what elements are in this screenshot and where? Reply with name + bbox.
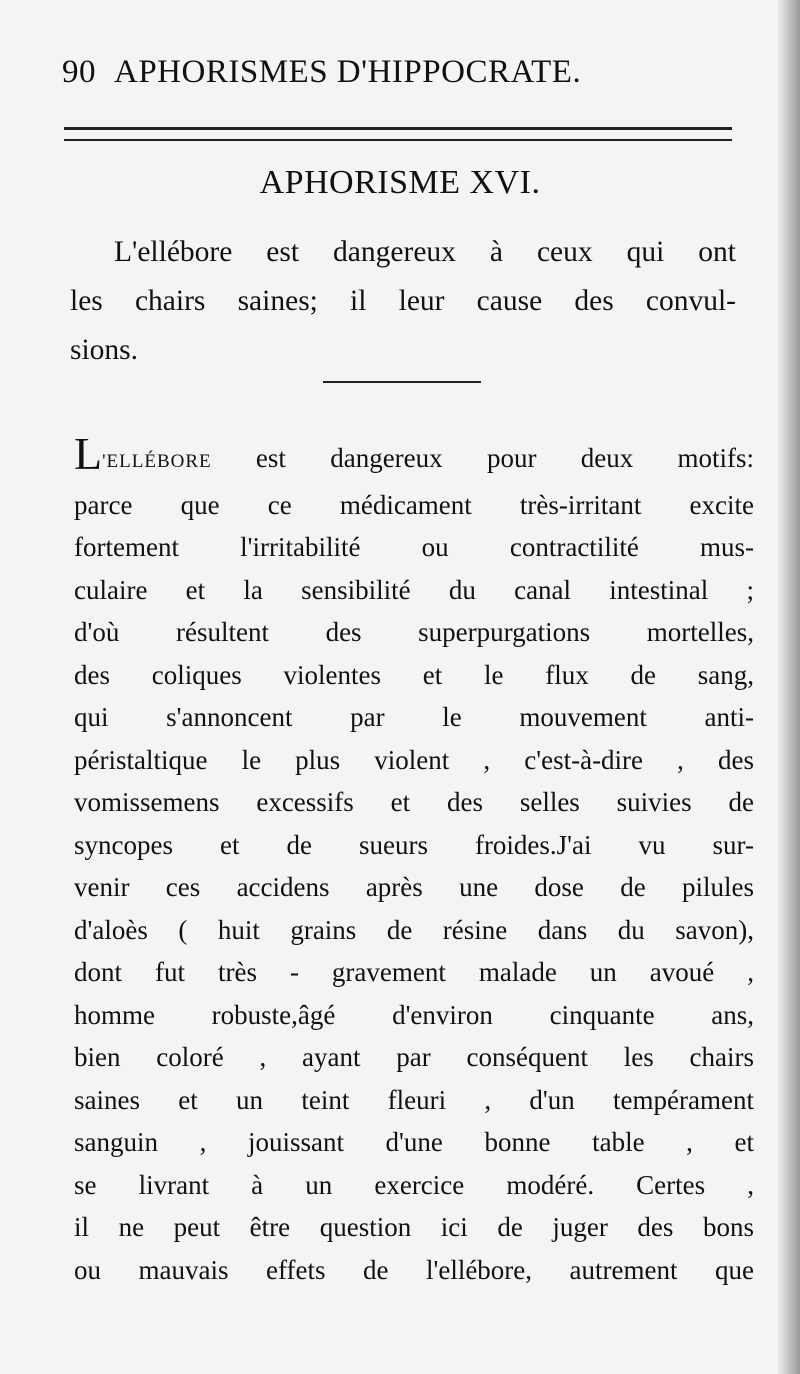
first-line-rest: est dangereux pour deux motifs: — [211, 443, 754, 473]
aphorism-title: APHORISME XVI. — [259, 164, 541, 201]
commentary-line: homme robuste,âgé d'environ cinquante ans, — [74, 999, 754, 1030]
aphorism-text — [70, 228, 736, 375]
commentary-text — [74, 428, 754, 1291]
drop-cap: L — [74, 428, 103, 479]
running-title: APHORISMES D'HIPPOCRATE. — [114, 54, 582, 90]
commentary-line: venir ces accidens après une dose de pilules — [74, 872, 754, 902]
page-edge-shadow — [778, 0, 800, 1374]
commentary-line: fortement l'irritabilité ou contractilité mus- — [74, 532, 754, 562]
commentary-line: des coliques violentes et le flux de sang, — [74, 659, 754, 690]
commentary-line: culaire et la sensibilité du canal intestinal ; — [74, 574, 754, 605]
small-caps-word: 'ELLÉBORE — [102, 451, 212, 472]
commentary-line: bien coloré , ayant par conséquent les chairs — [74, 1042, 754, 1072]
commentary-line: sanguin , jouissant d'une bonne table , et — [74, 1127, 754, 1157]
commentary-line: dont fut très - gravement malade un avoué , — [74, 957, 754, 987]
commentary-line: syncopes et de sueurs froides.J'ai vu sur- — [74, 829, 754, 860]
section-divider — [323, 381, 481, 383]
commentary-line: saines et un teint fleuri , d'un tempérament — [74, 1084, 754, 1115]
commentary-line: se livrant à un exercice modéré. Certes , — [74, 1169, 754, 1200]
commentary-line: d'aloès ( huit grains de résine dans du savon), — [74, 914, 754, 945]
commentary-line: parce que ce médicament très-irritant excite — [74, 489, 754, 520]
running-header — [62, 54, 742, 91]
commentary-line: vomissemens excessifs et des selles suivies de — [74, 787, 754, 817]
commentary-line: il ne peut être question ici de juger des bons — [74, 1212, 754, 1242]
commentary-line — [74, 428, 754, 484]
page-number: 90 — [62, 54, 96, 90]
commentary-line: péristaltique le plus violent , c'est-à-dire , des — [74, 744, 754, 775]
commentary-line: qui s'annoncent par le mouvement anti- — [74, 702, 754, 732]
aphorism-line: L'ellébore est dangereux à ceux qui ont — [114, 236, 736, 268]
commentary-line: ou mauvais effets de l'ellébore, autrement que — [74, 1254, 754, 1285]
header-double-rule — [64, 127, 732, 141]
aphorism-line: les chairs saines; il leur cause des convul- — [70, 285, 736, 317]
commentary-line: d'où résultent des superpurgations mortelles, — [74, 617, 754, 647]
aphorism-line: sions. — [70, 334, 139, 366]
